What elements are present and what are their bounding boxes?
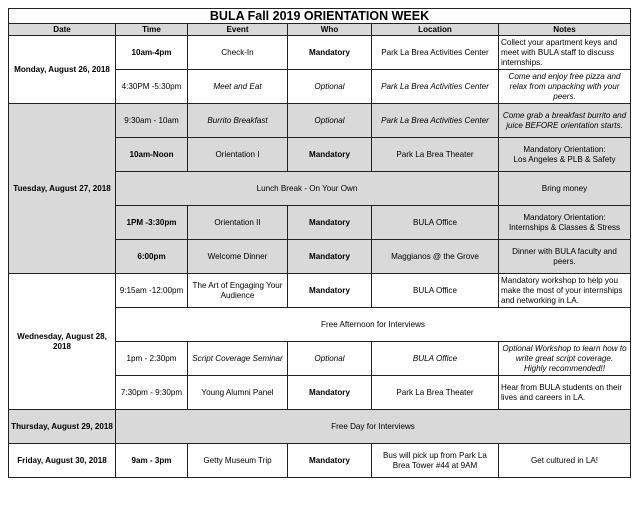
- event-cell: Meet and Eat: [188, 70, 288, 104]
- time-cell: 10am-Noon: [116, 138, 188, 172]
- table-row: [9, 410, 631, 444]
- event-cell: Orientation I: [188, 138, 288, 172]
- time-cell: 7:30pm - 9:30pm: [116, 376, 188, 410]
- location-cell: BULA Office: [372, 274, 499, 308]
- location-cell: BULA Office: [372, 342, 499, 376]
- free-afternoon-cell: Free Afternoon for Interviews: [116, 308, 631, 342]
- column-header-notes: Notes: [499, 24, 631, 36]
- who-cell: Mandatory: [288, 138, 372, 172]
- event-cell: Burrito Breakfast: [188, 104, 288, 138]
- notes-line: Highly recommended!!: [524, 363, 605, 373]
- column-header-who: Who: [288, 24, 372, 36]
- location-cell: Bus will pick up from Park La Brea Tower #44 at 9AM: [372, 444, 499, 478]
- time-cell: 10am-4pm: [116, 36, 188, 70]
- notes-line: Mandatory Orientation:: [523, 144, 606, 154]
- schedule-table: [8, 8, 631, 478]
- who-cell: Mandatory: [288, 36, 372, 70]
- who-cell: Optional: [288, 104, 372, 138]
- page-title: BULA Fall 2019 ORIENTATION WEEK: [9, 9, 631, 24]
- time-cell: 4:30PM -5:30pm: [116, 70, 188, 104]
- date-cell-wednesday: Wednesday, August 28, 2018: [9, 274, 116, 410]
- time-cell: 9:30am - 10am: [116, 104, 188, 138]
- notes-line: Los Angeles & PLB & Safety: [513, 154, 616, 164]
- location-cell: BULA Office: [372, 206, 499, 240]
- event-cell: Getty Museum Trip: [188, 444, 288, 478]
- who-cell: Mandatory: [288, 444, 372, 478]
- event-cell: Welcome Dinner: [188, 240, 288, 274]
- notes-cell: Hear from BULA students on their lives and careers in LA.: [499, 376, 631, 410]
- column-header-location: Location: [372, 24, 499, 36]
- notes-line: Internships & Classes & Stress: [508, 222, 621, 232]
- notes-cell: Collect your apartment keys and meet with BULA staff to discuss internships.: [499, 36, 631, 70]
- event-cell: Check-In: [188, 36, 288, 70]
- event-cell: Young Alumni Panel: [188, 376, 288, 410]
- who-cell: Mandatory: [288, 206, 372, 240]
- table-row: [9, 274, 631, 308]
- who-cell: Mandatory: [288, 376, 372, 410]
- location-cell: Park La Brea Activities Center: [372, 36, 499, 70]
- who-cell: Optional: [288, 70, 372, 104]
- time-cell: 1PM -3:30pm: [116, 206, 188, 240]
- date-cell-thursday: Thursday, August 29, 2018: [9, 410, 116, 444]
- who-cell: Mandatory: [288, 274, 372, 308]
- location-cell: Park La Brea Activities Center: [372, 104, 499, 138]
- time-cell: 1pm - 2:30pm: [116, 342, 188, 376]
- notes-line: Mandatory Orientation:: [523, 212, 606, 222]
- header-row: [9, 24, 631, 36]
- table-row: [9, 104, 631, 138]
- date-cell-friday: Friday, August 30, 2018: [9, 444, 116, 478]
- notes-cell: Dinner with BULA faculty and peers.: [499, 240, 631, 274]
- notes-cell: Bring money: [499, 172, 631, 206]
- who-cell: Optional: [288, 342, 372, 376]
- who-cell: Mandatory: [288, 240, 372, 274]
- time-cell: 9am - 3pm: [116, 444, 188, 478]
- notes-cell: [499, 206, 631, 240]
- column-header-event: Event: [188, 24, 288, 36]
- notes-cell: [499, 138, 631, 172]
- notes-cell: Come grab a breakfast burrito and juice BEFORE orientation starts.: [499, 104, 631, 138]
- notes-cell: Mandatory workshop to help you make the most of your internships and networking in LA.: [499, 274, 631, 308]
- event-cell: Script Coverage Seminar: [188, 342, 288, 376]
- location-cell: Park La Brea Activities Center: [372, 70, 499, 104]
- table-row: [9, 444, 631, 478]
- time-cell: 6:00pm: [116, 240, 188, 274]
- column-header-date: Date: [9, 24, 116, 36]
- title-row: [9, 9, 631, 24]
- time-cell: 9:15am -12:00pm: [116, 274, 188, 308]
- event-cell: Orientation II: [188, 206, 288, 240]
- notes-cell: [499, 342, 631, 376]
- table-row: [9, 36, 631, 70]
- date-cell-monday: Monday, August 26, 2018: [9, 36, 116, 104]
- notes-line: Optional Workshop to learn how to write great script coverage.: [502, 343, 627, 363]
- location-cell: Maggianos @ the Grove: [372, 240, 499, 274]
- schedule-document: [8, 8, 630, 478]
- free-day-cell: Free Day for Interviews: [116, 410, 631, 444]
- location-cell: Park La Brea Theater: [372, 376, 499, 410]
- notes-cell: Come and enjoy free pizza and relax from unpacking with your peers.: [499, 70, 631, 104]
- location-cell: Park La Brea Theater: [372, 138, 499, 172]
- event-cell: The Art of Engaging Your Audience: [188, 274, 288, 308]
- lunch-break-cell: Lunch Break - On Your Own: [116, 172, 499, 206]
- date-cell-tuesday: Tuesday, August 27, 2018: [9, 104, 116, 274]
- notes-cell: Get cultured in LA!: [499, 444, 631, 478]
- column-header-time: Time: [116, 24, 188, 36]
